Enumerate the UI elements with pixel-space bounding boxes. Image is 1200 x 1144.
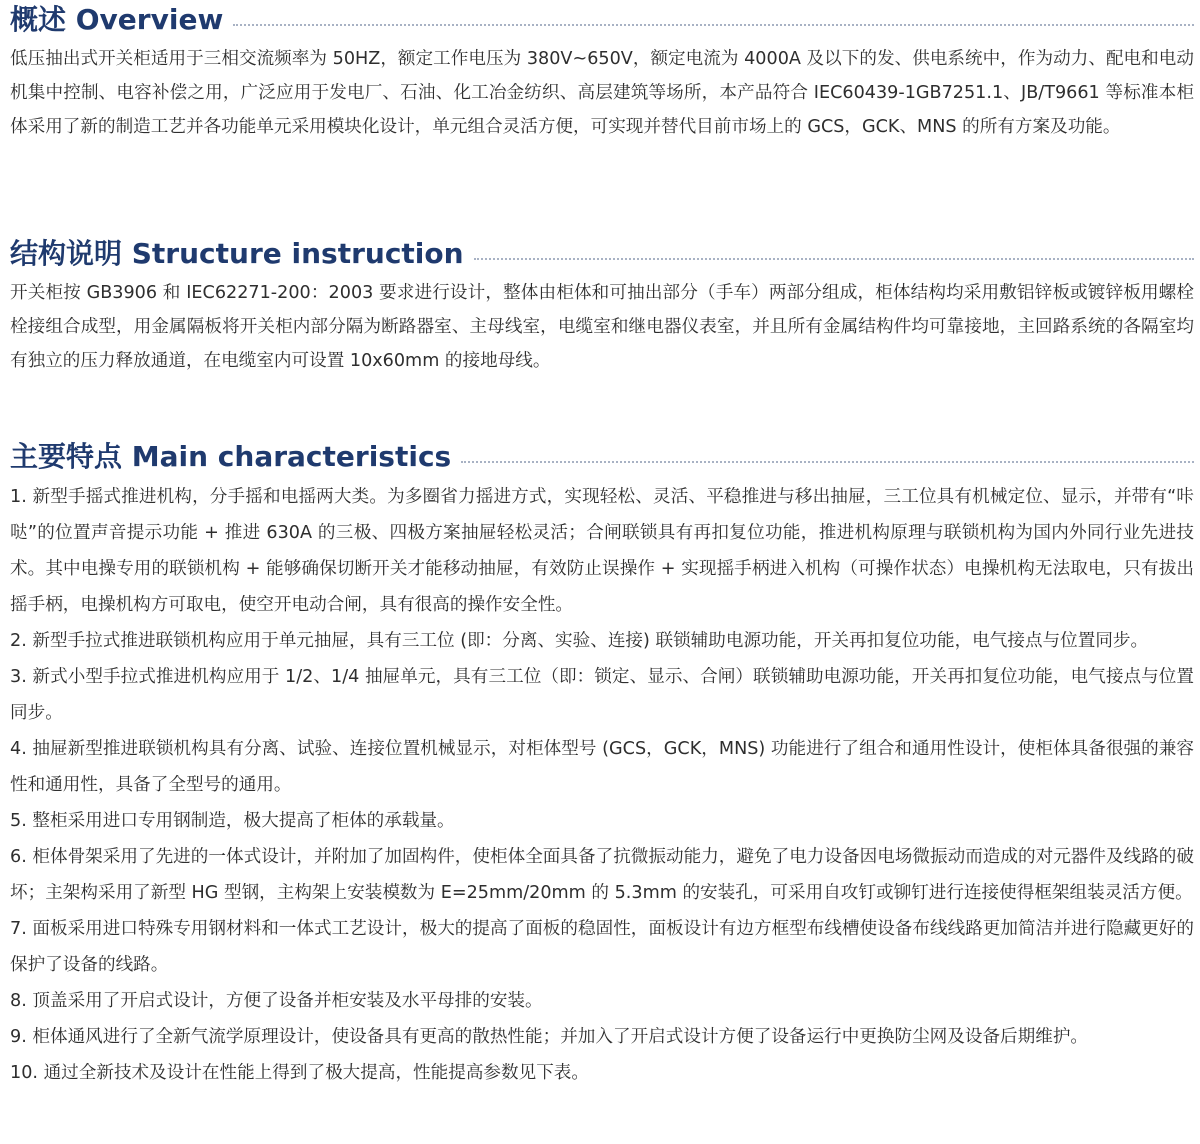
characteristic-item-6: 6. 柜体骨架采用了先进的一体式设计，并附加了加固构件，使柜体全面具备了抗微振动能力，避免了电力设备因电场微振动而造成的对元器件及线路的破坏；主架构采用了新型 HG 型钢，主构架上安装模数为 E=25mm/20mm 的 5.3mm 的安装孔，可采用自攻钉或铆钉进行连接使得框架组装灵活方便。 xyxy=(10,847,1194,903)
structure-heading: 结构说明 Structure instruction xyxy=(10,237,464,270)
main-divider xyxy=(461,461,1194,463)
overview-paragraph: 低压抽出式开关柜适用于三相交流频率为 50HZ，额定工作电压为 380V~650V，额定电流为 4000A 及以下的发、供电系统中，作为动力、配电和电动机集中控制、电容补偿之用，广泛应用于发电厂、石油、化工冶金纺织、高层建筑等场所，本产品符合 IEC60439-1GB7251.1、JB/T9661 等标准本柜体采用了新的制造工艺并各功能单元采用模块化设计，单元组合灵活方便，可实现并替代目前市场上的 GCS，GCK、MNS 的所有方案及功能。 xyxy=(10,49,1194,137)
main-characteristics-section xyxy=(10,437,1194,1091)
characteristic-item-9: 9. 柜体通风进行了全新气流学原理设计，使设备具有更高的散热性能；并加入了开启式设计方便了设备运行中更换防尘网及设备后期维护。 xyxy=(10,1027,1089,1047)
structure-paragraph: 开关柜按 GB3906 和 IEC62271-200：2003 要求进行设计，整体由柜体和可抽出部分（手车）两部分组成，柜体结构均采用敷铝锌板或镀锌板用螺栓栓接组合成型，用金属隔板将开关柜内部分隔为断路器室、主母线室，电缆室和继电器仪表室，并且所有金属结构件均可靠接地，主回路系统的各隔室均有独立的压力释放通道，在电缆室内可设置 10x60mm 的接地母线。 xyxy=(10,283,1194,371)
overview-divider xyxy=(233,24,1194,26)
characteristic-item-2: 2. 新型手拉式推进联锁机构应用于单元抽屉，具有三工位 (即：分离、实验、连接) 联锁辅助电源功能，开关再扣复位功能，电气接点与位置同步。 xyxy=(10,631,1149,651)
structure-heading-row xyxy=(10,234,1194,274)
characteristic-item-3: 3. 新式小型手拉式推进机构应用于 1/2、1/4 抽屉单元，具有三工位（即：锁定、显示、合闸）联锁辅助电源功能，开关再扣复位功能，电气接点与位置同步。 xyxy=(10,667,1194,723)
main-heading-row xyxy=(10,437,1194,477)
characteristic-item-5: 5. 整柜采用进口专用钢制造，极大提高了柜体的承载量。 xyxy=(10,811,455,831)
characteristic-item-8: 8. 顶盖采用了开启式设计，方便了设备并柜安装及水平母排的安装。 xyxy=(10,991,543,1011)
main-heading: 主要特点 Main characteristics xyxy=(10,440,452,473)
structure-section xyxy=(10,234,1194,378)
structure-divider xyxy=(474,258,1194,260)
characteristic-item-4: 4. 抽屉新型推进联锁机构具有分离、试验、连接位置机械显示，对柜体型号 (GCS，GCK，MNS) 功能进行了组合和通用性设计，使柜体具备很强的兼容性和通用性，具备了全型号的通用。 xyxy=(10,739,1194,795)
overview-heading: 概述 Overview xyxy=(10,3,224,36)
overview-section xyxy=(10,0,1194,144)
characteristics-list xyxy=(10,479,1194,1091)
characteristic-item-7: 7. 面板采用进口特殊专用钢材料和一体式工艺设计，极大的提高了面板的稳固性，面板设计有边方框型布线槽使设备布线线路更加简洁并进行隐藏更好的保护了设备的线路。 xyxy=(10,919,1194,975)
overview-heading-row xyxy=(10,0,1194,40)
characteristic-item-10: 10. 通过全新技术及设计在性能上得到了极大提高，性能提高参数见下表。 xyxy=(10,1063,589,1083)
characteristic-item-1: 1. 新型手摇式推进机构，分手摇和电摇两大类。为多圈省力摇进方式，实现轻松、灵活、平稳推进与移出抽屉，三工位具有机械定位、显示，并带有“咔哒”的位置声音提示功能 + 推进 630A 的三极、四极方案抽屉轻松灵活；合闸联锁具有再扣复位功能，推进机构原理与联锁机构为国内外同行业先进技术。其中电操专用的联锁机构 + 能够确保切断开关才能移动抽屉，有效防止误操作 + 实现摇手柄进入机构（可操作状态）电操机构无法取电，只有拔出摇手柄，电操机构方可取电，使空开电动合闸，具有很高的操作安全性。 xyxy=(10,487,1194,615)
